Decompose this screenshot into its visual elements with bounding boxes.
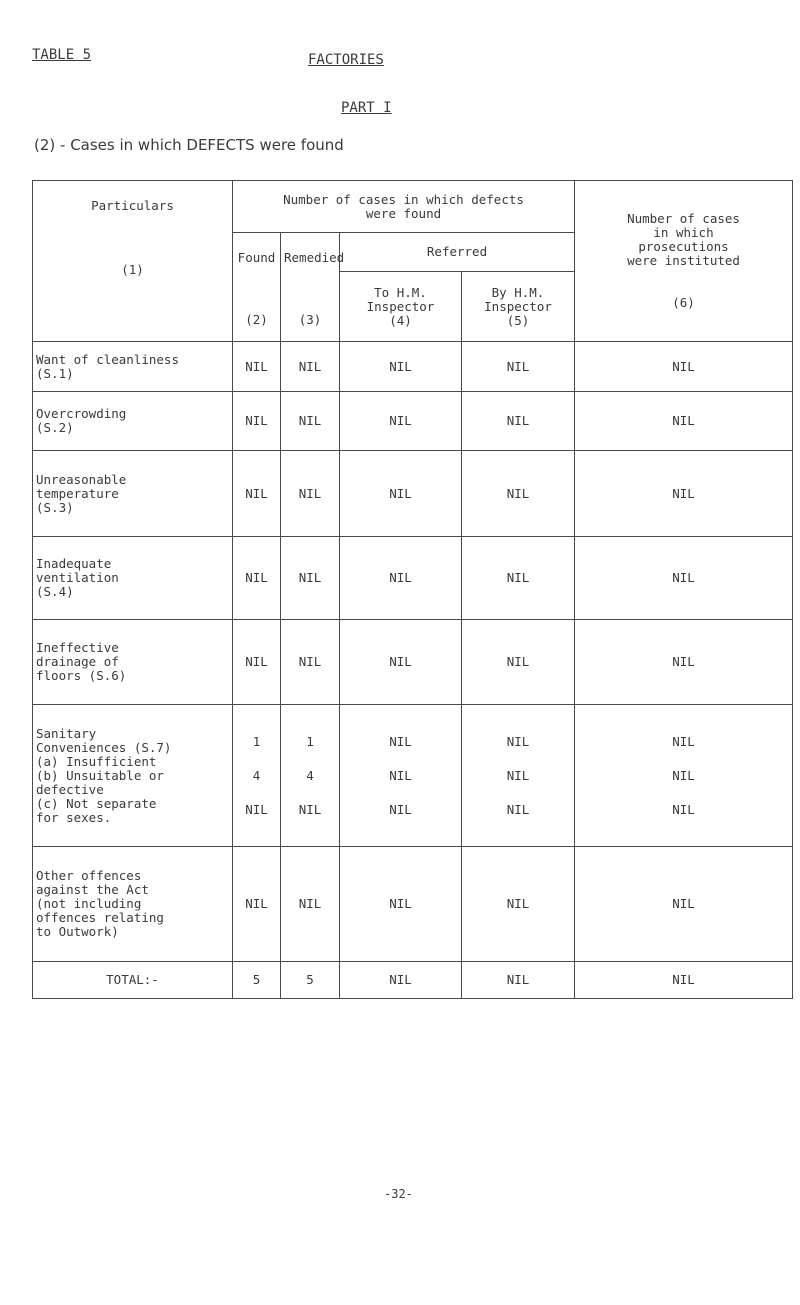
row-label: Sanitary Conveniences (S.7) (a) Insufficient (b) Unsuitable or defective (c) Not separate for sexes.: [33, 705, 233, 847]
table-label: TABLE 5: [32, 47, 92, 63]
cell-by-hm: NIL: [462, 962, 575, 999]
col-header-found: [233, 233, 281, 342]
cell-to-hm: NIL: [340, 342, 462, 392]
cell-remedied: [281, 705, 340, 847]
cell-found: NIL: [233, 537, 281, 620]
value-c: NIL: [245, 801, 268, 817]
value-a: NIL: [672, 733, 695, 749]
prosecutions-num: (6): [672, 295, 695, 310]
table-caption: (2) - Cases in which DEFECTS were found: [34, 136, 344, 154]
cell-found: [233, 705, 281, 847]
cell-remedied: NIL: [281, 342, 340, 392]
value-c: NIL: [298, 801, 322, 817]
total-label: TOTAL:-: [33, 962, 233, 999]
value-b: NIL: [672, 767, 695, 783]
cell-to-hm: NIL: [340, 392, 462, 451]
defects-table: [32, 180, 793, 999]
value-b: 4: [252, 767, 261, 783]
cell-to-hm: NIL: [340, 847, 462, 962]
value-b: NIL: [389, 767, 412, 783]
value-a: NIL: [389, 733, 412, 749]
value-b: 4: [306, 767, 314, 783]
page-number: -32-: [384, 1187, 413, 1201]
found-num: (2): [245, 312, 268, 327]
remedied-label: Remedied: [284, 250, 345, 265]
table-row: [33, 392, 793, 451]
cell-by-hm: NIL: [462, 451, 575, 537]
value-a: NIL: [506, 733, 530, 749]
cell-found: NIL: [233, 342, 281, 392]
row-label: Unreasonable temperature (S.3): [33, 451, 233, 537]
col-header-particulars: [33, 181, 233, 342]
particulars-num: (1): [121, 262, 144, 277]
value-c: NIL: [672, 801, 695, 817]
cell-found: NIL: [233, 392, 281, 451]
cell-remedied: NIL: [281, 451, 340, 537]
cell-prosecutions: NIL: [575, 537, 793, 620]
cell-found: NIL: [233, 620, 281, 705]
row-label: Inadequate ventilation (S.4): [33, 537, 233, 620]
table-row: [33, 620, 793, 705]
cell-to-hm: [340, 705, 462, 847]
cell-by-hm: NIL: [462, 620, 575, 705]
cell-to-hm: NIL: [340, 537, 462, 620]
cell-by-hm: NIL: [462, 342, 575, 392]
cell-remedied: NIL: [281, 392, 340, 451]
col-header-referred: Referred: [340, 233, 575, 272]
cell-to-hm: NIL: [340, 451, 462, 537]
value-a: 1: [306, 733, 314, 749]
table-row: [33, 451, 793, 537]
cell-to-hm: NIL: [340, 620, 462, 705]
particulars-label: Particulars: [91, 198, 174, 213]
cell-by-hm: [462, 705, 575, 847]
cell-prosecutions: NIL: [575, 392, 793, 451]
prosecutions-label: Number of cases in which prosecutions were instituted: [627, 211, 740, 268]
row-label: Other offences against the Act (not including offences relating to Outwork): [33, 847, 233, 962]
row-label: Overcrowding (S.2): [33, 392, 233, 451]
table-row: [33, 537, 793, 620]
cell-prosecutions: NIL: [575, 342, 793, 392]
col-header-by-hm-inspector: By H.M. Inspector (5): [462, 272, 575, 342]
cell-found: NIL: [233, 847, 281, 962]
section-title: FACTORIES: [308, 52, 384, 68]
part-title: PART I: [341, 100, 392, 116]
remedied-num: (3): [298, 312, 322, 327]
cell-prosecutions: NIL: [575, 962, 793, 999]
row-label: Ineffective drainage of floors (S.6): [33, 620, 233, 705]
cell-to-hm: NIL: [340, 962, 462, 999]
table-row-total: [33, 962, 793, 999]
cell-found: 5: [233, 962, 281, 999]
cell-prosecutions: [575, 705, 793, 847]
cell-remedied: NIL: [281, 847, 340, 962]
cell-remedied: NIL: [281, 537, 340, 620]
cell-prosecutions: NIL: [575, 451, 793, 537]
value-a: 1: [252, 733, 261, 749]
col-header-cases: Number of cases in which defects were found: [233, 181, 575, 233]
value-b: NIL: [506, 767, 530, 783]
cell-by-hm: NIL: [462, 847, 575, 962]
cell-by-hm: NIL: [462, 537, 575, 620]
row-label: Want of cleanliness (S.1): [33, 342, 233, 392]
cell-prosecutions: NIL: [575, 847, 793, 962]
value-c: NIL: [506, 801, 530, 817]
cell-remedied: NIL: [281, 620, 340, 705]
col-header-prosecutions: [575, 181, 793, 342]
table-row: [33, 342, 793, 392]
table-row-other-offences: [33, 847, 793, 962]
col-header-to-hm-inspector: To H.M. Inspector (4): [340, 272, 462, 342]
found-label: Found: [237, 250, 276, 265]
col-header-remedied: [281, 233, 345, 342]
cell-found: NIL: [233, 451, 281, 537]
cell-remedied: 5: [281, 962, 340, 999]
value-c: NIL: [389, 801, 412, 817]
table-row-sanitary: [33, 705, 793, 847]
cell-prosecutions: NIL: [575, 620, 793, 705]
cell-by-hm: NIL: [462, 392, 575, 451]
